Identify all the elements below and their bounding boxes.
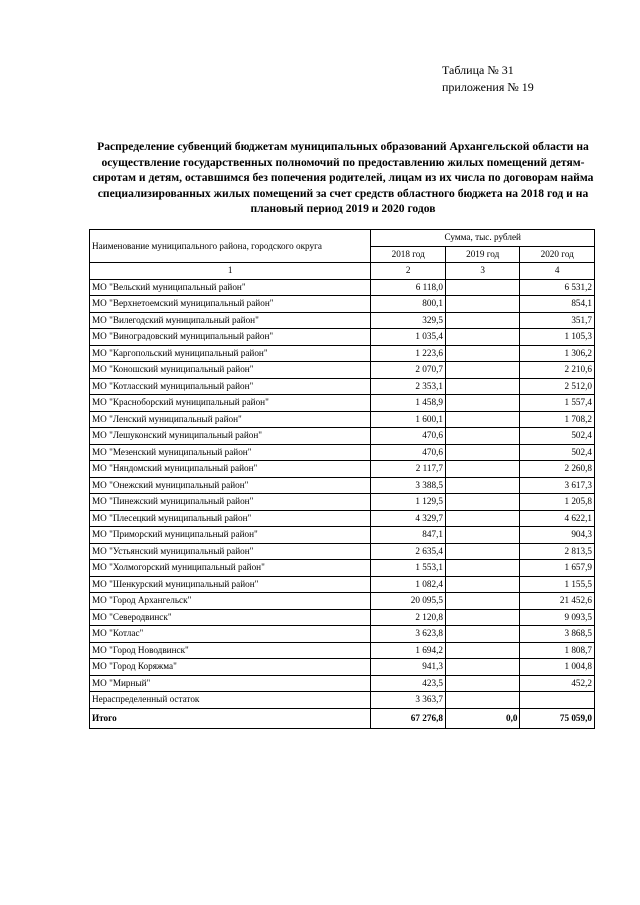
amount-2020: 9 093,5 (520, 609, 595, 626)
amount-2020: 452,2 (520, 675, 595, 692)
amount-2020: 1 306,2 (520, 345, 595, 362)
amount-2018: 470,6 (371, 428, 446, 445)
amount-2019 (445, 312, 520, 329)
municipality-name: МО "Каргопольский муниципальный район" (90, 345, 371, 362)
amount-2020: 351,7 (520, 312, 595, 329)
amount-2020: 904,3 (520, 527, 595, 544)
amount-2020: 1 657,9 (520, 560, 595, 577)
table-row (90, 378, 595, 395)
amount-2018: 1 035,4 (371, 329, 446, 346)
amount-2018: 4 329,7 (371, 510, 446, 527)
amount-2019 (445, 543, 520, 560)
amount-2018: 941,3 (371, 659, 446, 676)
amount-2019 (445, 659, 520, 676)
amount-2019 (445, 378, 520, 395)
table-row (90, 411, 595, 428)
amount-2018: 3 623,8 (371, 626, 446, 643)
year-header-2018: 2018 год (371, 246, 446, 263)
amount-2020: 1 808,7 (520, 642, 595, 659)
amount-2018: 20 095,5 (371, 593, 446, 610)
amount-2020: 1 105,3 (520, 329, 595, 346)
amount-2020: 4 622,1 (520, 510, 595, 527)
amount-2018: 1 458,9 (371, 395, 446, 412)
amount-2018: 1 694,2 (371, 642, 446, 659)
amount-2018: 1 553,1 (371, 560, 446, 577)
amount-2020: 502,4 (520, 428, 595, 445)
amount-2018: 1 082,4 (371, 576, 446, 593)
amount-2020: 1 155,5 (520, 576, 595, 593)
municipality-name: Нераспределенный остаток (90, 692, 371, 709)
amount-2020: 1 205,8 (520, 494, 595, 511)
document-title: Распределение субвенций бюджетам муниципальных образований Архангельской области на осуществление государственных полномочий по предоставлению жилых помещений детям-сиротам и детям, оставшимся без попечения родителей, лицам из их числа по договорам найма специализированных жилых помещений за счет средств областного бюджета на 2018 год и на плановый период 2019 и 2020 годов (92, 140, 594, 216)
table-row (90, 428, 595, 445)
column-number: 1 (90, 263, 371, 280)
table-row (90, 312, 595, 329)
table-row (90, 659, 595, 676)
amount-2020: 502,4 (520, 444, 595, 461)
sum-column-header: Сумма, тыс. рублей (371, 230, 595, 247)
amount-2019 (445, 626, 520, 643)
amount-2020: 3 617,3 (520, 477, 595, 494)
amount-2018: 329,5 (371, 312, 446, 329)
amount-2019 (445, 675, 520, 692)
amount-2019 (445, 279, 520, 296)
amount-2019 (445, 692, 520, 709)
amount-2018: 2 117,7 (371, 461, 446, 478)
table-row (90, 296, 595, 313)
total-label: Итого (90, 708, 371, 728)
municipality-name: МО "Коношский муниципальный район" (90, 362, 371, 379)
year-header-2019: 2019 год (445, 246, 520, 263)
table-row (90, 543, 595, 560)
amount-2018: 423,5 (371, 675, 446, 692)
municipality-name: МО "Красноборский муниципальный район" (90, 395, 371, 412)
amount-2019 (445, 329, 520, 346)
amount-2018: 3 363,7 (371, 692, 446, 709)
municipality-name: МО "Северодвинск" (90, 609, 371, 626)
table-row (90, 626, 595, 643)
amount-2019 (445, 411, 520, 428)
amount-2018: 800,1 (371, 296, 446, 313)
amount-2018: 6 118,0 (371, 279, 446, 296)
table-row (90, 461, 595, 478)
municipality-name: МО "Няндомский муниципальный район" (90, 461, 371, 478)
amount-2020: 2 260,8 (520, 461, 595, 478)
amount-2018: 2 635,4 (371, 543, 446, 560)
municipality-name: МО "Мирный" (90, 675, 371, 692)
municipality-name: МО "Виноградовский муниципальный район" (90, 329, 371, 346)
amount-2019 (445, 494, 520, 511)
municipality-name: МО "Мезенский муниципальный район" (90, 444, 371, 461)
total-2020: 75 059,0 (520, 708, 595, 728)
municipality-name: МО "Город Новодвинск" (90, 642, 371, 659)
amount-2020: 2 512,0 (520, 378, 595, 395)
amount-2020: 21 452,6 (520, 593, 595, 610)
amount-2018: 847,1 (371, 527, 446, 544)
amount-2019 (445, 510, 520, 527)
table-body (90, 279, 595, 708)
amount-2018: 3 388,5 (371, 477, 446, 494)
total-2018: 67 276,8 (371, 708, 446, 728)
amount-2020: 854,1 (520, 296, 595, 313)
table-row (90, 279, 595, 296)
table-row (90, 329, 595, 346)
table-row (90, 494, 595, 511)
amount-2020: 1 708,2 (520, 411, 595, 428)
name-column-header: Наименование муниципального района, городского округа (90, 230, 371, 263)
amount-2018: 1 223,6 (371, 345, 446, 362)
amount-2020: 3 868,5 (520, 626, 595, 643)
amount-2019 (445, 609, 520, 626)
amount-2018: 1 600,1 (371, 411, 446, 428)
municipality-name: МО "Плесецкий муниципальный район" (90, 510, 371, 527)
amount-2019 (445, 362, 520, 379)
municipality-name: МО "Онежский муниципальный район" (90, 477, 371, 494)
municipality-name: МО "Холмогорский муниципальный район" (90, 560, 371, 577)
municipality-name: МО "Приморский муниципальный район" (90, 527, 371, 544)
amount-2020: 1 004,8 (520, 659, 595, 676)
amount-2019 (445, 477, 520, 494)
table-reference (442, 62, 534, 96)
municipality-name: МО "Город Архангельск" (90, 593, 371, 610)
column-number-row (90, 263, 595, 280)
column-number: 4 (520, 263, 595, 280)
municipality-name: МО "Город Коряжма" (90, 659, 371, 676)
subvention-table (89, 229, 595, 729)
amount-2019 (445, 642, 520, 659)
table-row (90, 642, 595, 659)
municipality-name: МО "Лешуконский муниципальный район" (90, 428, 371, 445)
table-row (90, 345, 595, 362)
amount-2019 (445, 345, 520, 362)
amount-2018: 470,6 (371, 444, 446, 461)
municipality-name: МО "Вельский муниципальный район" (90, 279, 371, 296)
table-header (90, 230, 595, 280)
amount-2018: 2 120,8 (371, 609, 446, 626)
municipality-name: МО "Шенкурский муниципальный район" (90, 576, 371, 593)
amount-2019 (445, 395, 520, 412)
amount-2020: 2 813,5 (520, 543, 595, 560)
table-row (90, 692, 595, 709)
table-row (90, 510, 595, 527)
table-row (90, 527, 595, 544)
municipality-name: МО "Котласский муниципальный район" (90, 378, 371, 395)
amount-2020 (520, 692, 595, 709)
amount-2018: 1 129,5 (371, 494, 446, 511)
amount-2019 (445, 461, 520, 478)
table-row (90, 560, 595, 577)
amount-2020: 2 210,6 (520, 362, 595, 379)
table-row (90, 576, 595, 593)
municipality-name: МО "Котлас" (90, 626, 371, 643)
table-row (90, 675, 595, 692)
municipality-name: МО "Пинежский муниципальный район" (90, 494, 371, 511)
table-row (90, 477, 595, 494)
amount-2020: 6 531,2 (520, 279, 595, 296)
amount-2020: 1 557,4 (520, 395, 595, 412)
year-header-2020: 2020 год (520, 246, 595, 263)
table-row (90, 593, 595, 610)
column-number: 2 (371, 263, 446, 280)
table-row (90, 444, 595, 461)
amount-2018: 2 070,7 (371, 362, 446, 379)
municipality-name: МО "Вилегодский муниципальный район" (90, 312, 371, 329)
amount-2019 (445, 576, 520, 593)
appendix-number: приложения № 19 (442, 80, 534, 94)
total-row (90, 708, 595, 728)
table-row (90, 609, 595, 626)
amount-2018: 2 353,1 (371, 378, 446, 395)
amount-2019 (445, 560, 520, 577)
amount-2019 (445, 593, 520, 610)
table-row (90, 362, 595, 379)
amount-2019 (445, 428, 520, 445)
table-row (90, 395, 595, 412)
table-number: Таблица № 31 (442, 63, 514, 77)
total-2019: 0,0 (445, 708, 520, 728)
amount-2019 (445, 527, 520, 544)
amount-2019 (445, 296, 520, 313)
column-number: 3 (445, 263, 520, 280)
amount-2019 (445, 444, 520, 461)
municipality-name: МО "Верхнетоемский муниципальный район" (90, 296, 371, 313)
municipality-name: МО "Устьянский муниципальный район" (90, 543, 371, 560)
municipality-name: МО "Ленский муниципальный район" (90, 411, 371, 428)
